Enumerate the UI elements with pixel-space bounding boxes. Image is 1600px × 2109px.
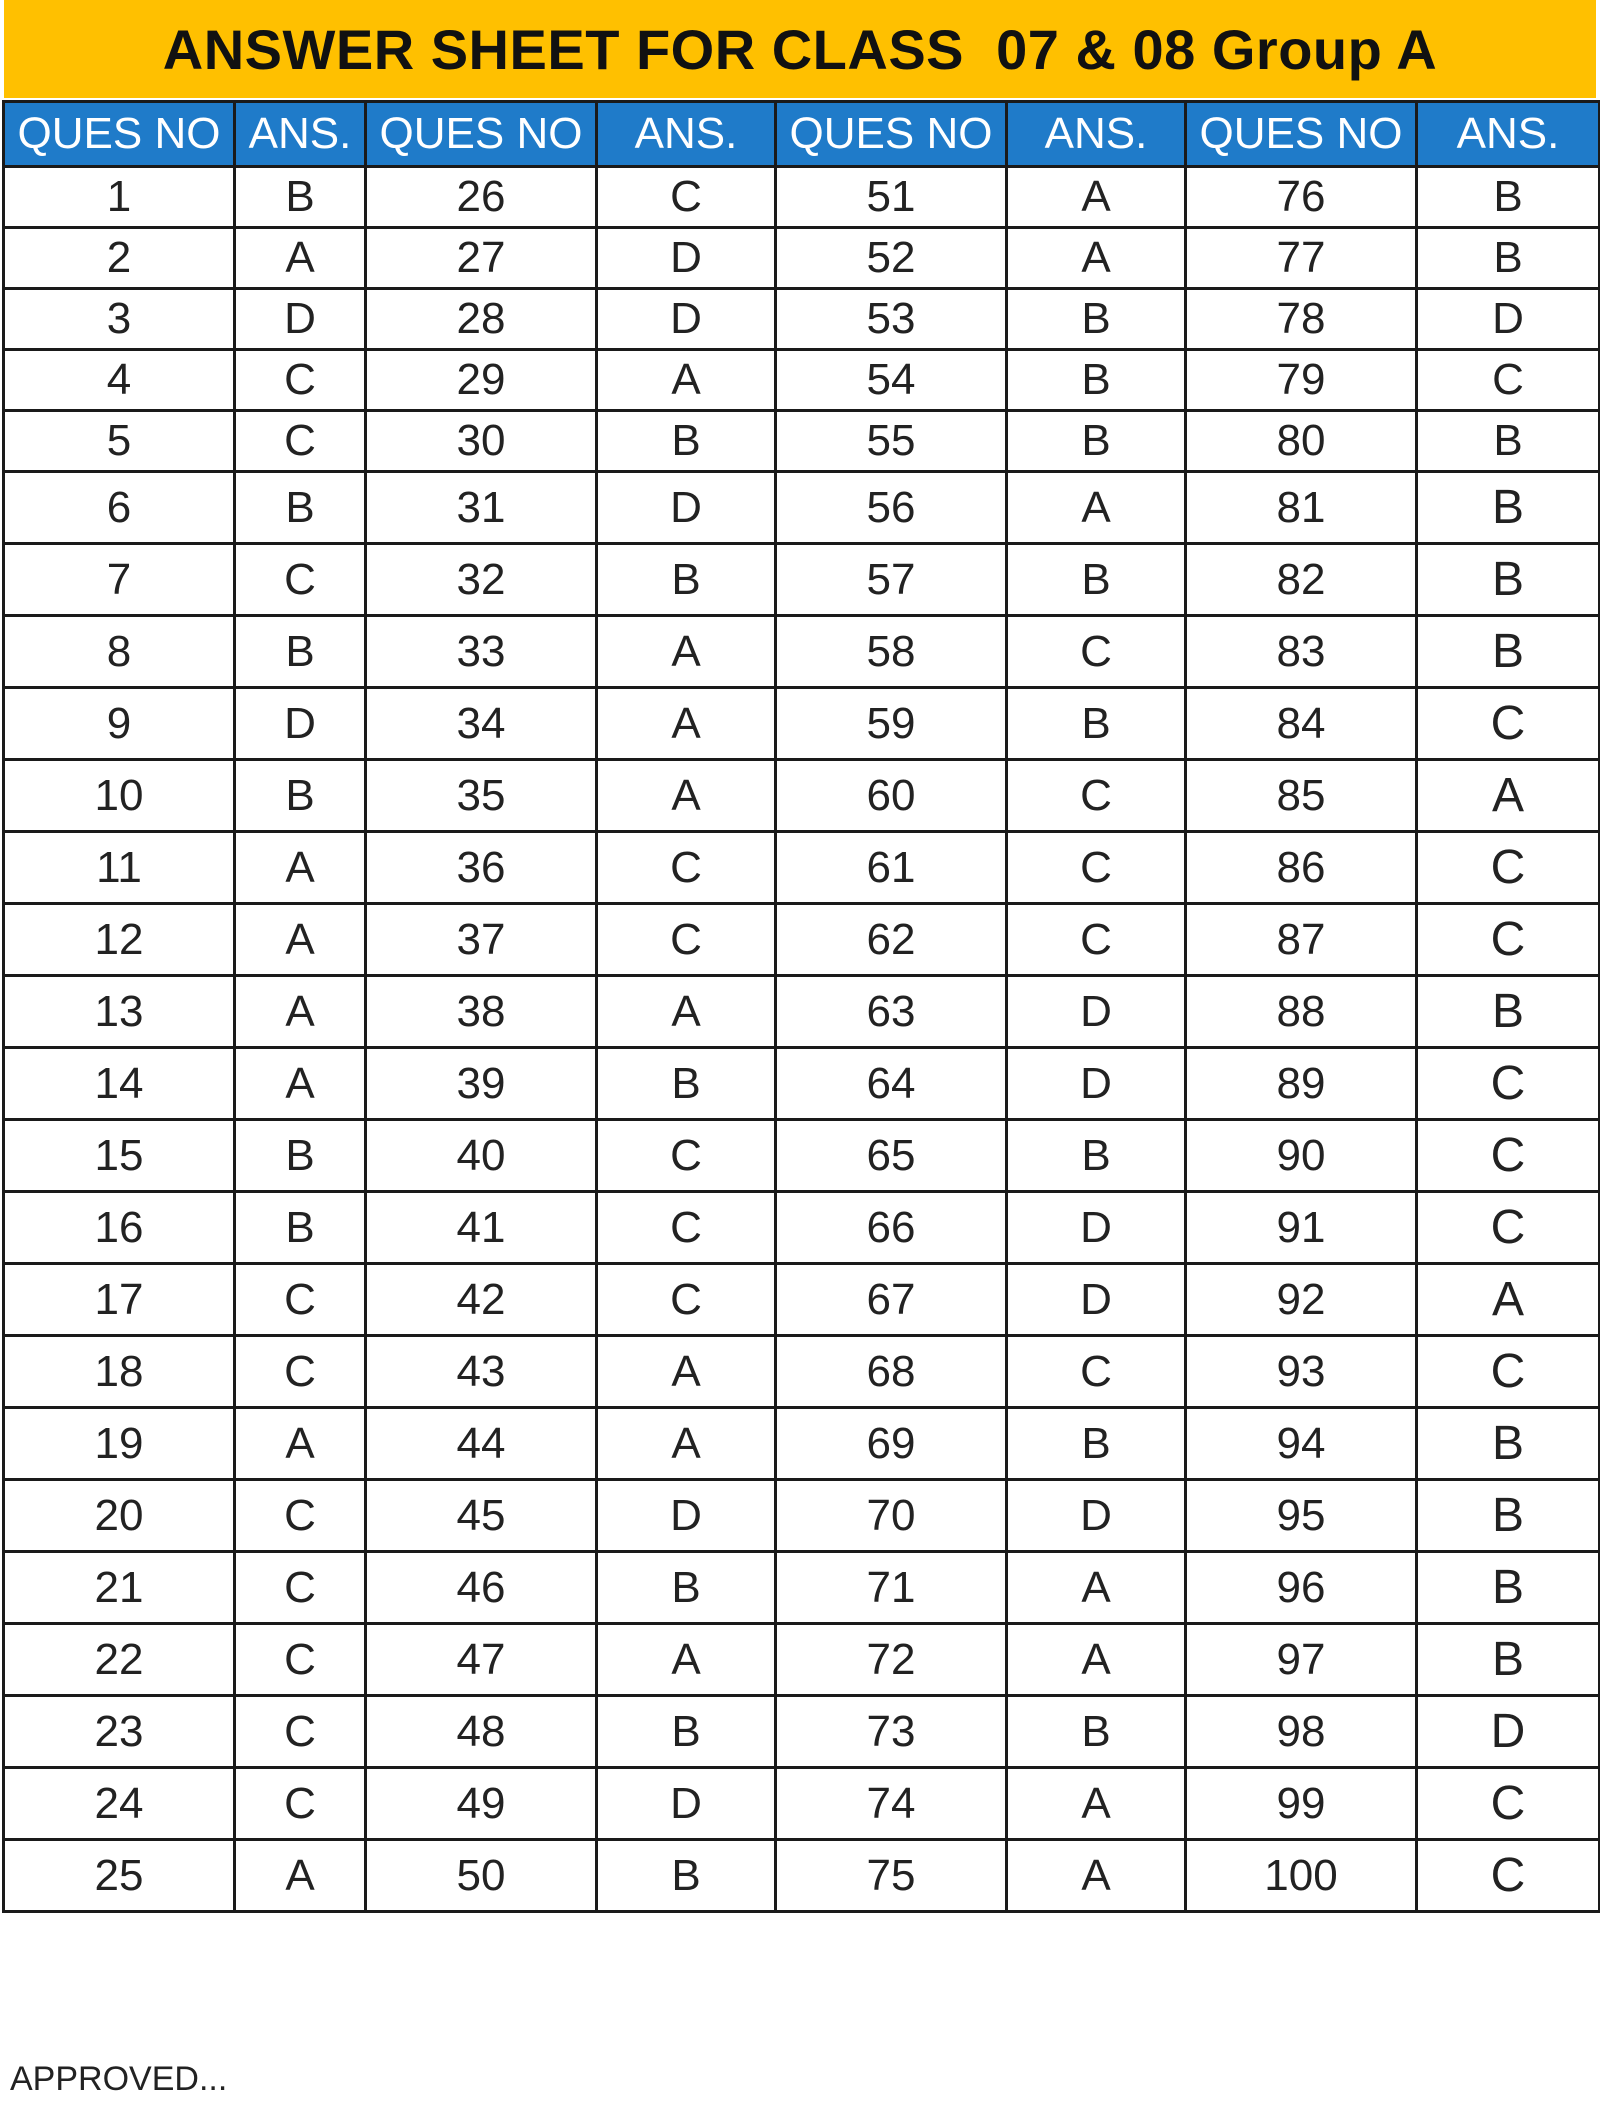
approved-note: APPROVED... [10,2060,228,2098]
ques-no-cell: 71 [776,1552,1007,1624]
answer-cell: D [235,289,366,350]
ques-no-cell: 37 [366,904,597,976]
ques-no-cell: 99 [1186,1768,1417,1840]
ques-no-cell: 25 [4,1840,235,1912]
answer-cell: D [597,1480,776,1552]
header-ques-no-2: QUES NO [366,102,597,167]
header-ans-4: ANS. [1417,102,1600,167]
answer-table [2,100,1600,1913]
answer-cell: C [1417,688,1600,760]
ques-no-cell: 40 [366,1120,597,1192]
ques-no-cell: 87 [1186,904,1417,976]
ques-no-cell: 8 [4,616,235,688]
answer-cell: D [597,289,776,350]
answer-cell: B [1417,411,1600,472]
ques-no-cell: 41 [366,1192,597,1264]
ques-no-cell: 72 [776,1624,1007,1696]
ques-no-cell: 89 [1186,1048,1417,1120]
ques-no-cell: 66 [776,1192,1007,1264]
ques-no-cell: 50 [366,1840,597,1912]
answer-cell: C [235,544,366,616]
ques-no-cell: 33 [366,616,597,688]
answer-cell: C [235,1552,366,1624]
ques-no-cell: 79 [1186,350,1417,411]
answer-cell: D [1007,1480,1186,1552]
ques-no-cell: 2 [4,228,235,289]
ques-no-cell: 1 [4,167,235,228]
ques-no-cell: 83 [1186,616,1417,688]
table-row [4,544,1600,616]
answer-cell: B [1007,1408,1186,1480]
answer-cell: A [1007,1624,1186,1696]
answer-cell: B [235,760,366,832]
ques-no-cell: 90 [1186,1120,1417,1192]
table-row [4,1264,1600,1336]
ques-no-cell: 30 [366,411,597,472]
ques-no-cell: 36 [366,832,597,904]
ques-no-cell: 9 [4,688,235,760]
table-row [4,1696,1600,1768]
answer-cell: C [235,1336,366,1408]
ques-no-cell: 35 [366,760,597,832]
ques-no-cell: 62 [776,904,1007,976]
ques-no-cell: 3 [4,289,235,350]
answer-cell: A [1007,472,1186,544]
ques-no-cell: 58 [776,616,1007,688]
ques-no-cell: 74 [776,1768,1007,1840]
ques-no-cell: 82 [1186,544,1417,616]
answer-cell: C [235,1696,366,1768]
ques-no-cell: 46 [366,1552,597,1624]
ques-no-cell: 43 [366,1336,597,1408]
answer-cell: A [235,228,366,289]
ques-no-cell: 98 [1186,1696,1417,1768]
answer-cell: C [235,1768,366,1840]
answer-cell: B [235,167,366,228]
answer-cell: D [1007,1264,1186,1336]
answer-cell: C [597,1192,776,1264]
ques-no-cell: 63 [776,976,1007,1048]
answer-cell: A [1007,1840,1186,1912]
answer-cell: B [1417,544,1600,616]
answer-cell: C [1417,1336,1600,1408]
answer-cell: B [1417,228,1600,289]
answer-cell: C [1007,832,1186,904]
answer-cell: B [597,411,776,472]
ques-no-cell: 60 [776,760,1007,832]
table-row [4,1048,1600,1120]
answer-cell: B [1007,544,1186,616]
answer-cell: B [1417,1624,1600,1696]
header-row [4,102,1600,167]
ques-no-cell: 26 [366,167,597,228]
answer-cell: C [1007,616,1186,688]
ques-no-cell: 81 [1186,472,1417,544]
answer-cell: A [1007,228,1186,289]
header-ans-2: ANS. [597,102,776,167]
answer-cell: B [1007,688,1186,760]
answer-cell: C [1417,1120,1600,1192]
ques-no-cell: 10 [4,760,235,832]
table-row [4,1768,1600,1840]
answer-cell: B [1007,1696,1186,1768]
ques-no-cell: 5 [4,411,235,472]
answer-cell: A [1007,1768,1186,1840]
ques-no-cell: 61 [776,832,1007,904]
ques-no-cell: 38 [366,976,597,1048]
ques-no-cell: 59 [776,688,1007,760]
table-row [4,688,1600,760]
ques-no-cell: 64 [776,1048,1007,1120]
answer-cell: B [1417,616,1600,688]
answer-cell: B [597,544,776,616]
answer-cell: C [235,411,366,472]
answer-cell: A [235,1840,366,1912]
answer-cell: D [1417,289,1600,350]
ques-no-cell: 80 [1186,411,1417,472]
answer-cell: A [597,616,776,688]
ques-no-cell: 76 [1186,167,1417,228]
answer-cell: B [235,616,366,688]
ques-no-cell: 77 [1186,228,1417,289]
answer-cell: C [597,1120,776,1192]
ques-no-cell: 11 [4,832,235,904]
answer-cell: A [597,1624,776,1696]
answer-cell: D [1007,976,1186,1048]
ques-no-cell: 7 [4,544,235,616]
ques-no-cell: 44 [366,1408,597,1480]
table-row [4,1336,1600,1408]
ques-no-cell: 65 [776,1120,1007,1192]
header-ans-1: ANS. [235,102,366,167]
answer-cell: C [1417,904,1600,976]
ques-no-cell: 52 [776,228,1007,289]
table-row [4,976,1600,1048]
answer-cell: A [597,976,776,1048]
ques-no-cell: 21 [4,1552,235,1624]
answer-cell: A [597,760,776,832]
answer-cell: C [1007,760,1186,832]
answer-cell: C [597,1264,776,1336]
table-row [4,1552,1600,1624]
ques-no-cell: 51 [776,167,1007,228]
ques-no-cell: 34 [366,688,597,760]
answer-cell: B [1417,1480,1600,1552]
answer-cell: A [1417,1264,1600,1336]
answer-cell: D [1007,1192,1186,1264]
ques-no-cell: 84 [1186,688,1417,760]
ques-no-cell: 14 [4,1048,235,1120]
table-row [4,1624,1600,1696]
answer-cell: A [597,688,776,760]
answer-cell: C [597,832,776,904]
ques-no-cell: 32 [366,544,597,616]
ques-no-cell: 23 [4,1696,235,1768]
answer-cell: B [1007,289,1186,350]
header-ques-no-3: QUES NO [776,102,1007,167]
table-row [4,289,1600,350]
table-row [4,411,1600,472]
ques-no-cell: 12 [4,904,235,976]
answer-cell: D [1417,1696,1600,1768]
ques-no-cell: 15 [4,1120,235,1192]
answer-cell: C [1417,1840,1600,1912]
answer-cell: A [235,1408,366,1480]
ques-no-cell: 96 [1186,1552,1417,1624]
ques-no-cell: 47 [366,1624,597,1696]
header-ques-no-4: QUES NO [1186,102,1417,167]
answer-cell: C [1417,1048,1600,1120]
ques-no-cell: 28 [366,289,597,350]
ques-no-cell: 75 [776,1840,1007,1912]
answer-cell: D [235,688,366,760]
ques-no-cell: 55 [776,411,1007,472]
answer-table-body [4,167,1600,1912]
ques-no-cell: 45 [366,1480,597,1552]
ques-no-cell: 16 [4,1192,235,1264]
ques-no-cell: 67 [776,1264,1007,1336]
ques-no-cell: 93 [1186,1336,1417,1408]
ques-no-cell: 17 [4,1264,235,1336]
answer-cell: B [1417,976,1600,1048]
answer-cell: C [1007,904,1186,976]
ques-no-cell: 100 [1186,1840,1417,1912]
ques-no-cell: 69 [776,1408,1007,1480]
ques-no-cell: 22 [4,1624,235,1696]
ques-no-cell: 91 [1186,1192,1417,1264]
ques-no-cell: 97 [1186,1624,1417,1696]
answer-cell: A [597,1408,776,1480]
ques-no-cell: 18 [4,1336,235,1408]
answer-cell: A [1417,760,1600,832]
answer-cell: C [1417,1768,1600,1840]
ques-no-cell: 19 [4,1408,235,1480]
table-row [4,832,1600,904]
answer-cell: C [1417,832,1600,904]
answer-cell: B [235,472,366,544]
ques-no-cell: 39 [366,1048,597,1120]
answer-cell: B [597,1696,776,1768]
ques-no-cell: 86 [1186,832,1417,904]
answer-cell: A [235,832,366,904]
ques-no-cell: 6 [4,472,235,544]
ques-no-cell: 49 [366,1768,597,1840]
table-row [4,350,1600,411]
ques-no-cell: 70 [776,1480,1007,1552]
answer-cell: A [235,904,366,976]
answer-cell: C [1417,350,1600,411]
answer-cell: A [597,350,776,411]
answer-cell: D [597,472,776,544]
ques-no-cell: 78 [1186,289,1417,350]
ques-no-cell: 24 [4,1768,235,1840]
answer-cell: C [1007,1336,1186,1408]
answer-cell: D [597,228,776,289]
ques-no-cell: 29 [366,350,597,411]
answer-cell: B [1007,350,1186,411]
ques-no-cell: 27 [366,228,597,289]
ques-no-cell: 53 [776,289,1007,350]
table-row [4,904,1600,976]
answer-cell: B [235,1120,366,1192]
ques-no-cell: 20 [4,1480,235,1552]
table-row [4,167,1600,228]
answer-cell: C [597,167,776,228]
ques-no-cell: 57 [776,544,1007,616]
answer-cell: B [1417,1408,1600,1480]
answer-cell: B [235,1192,366,1264]
answer-cell: C [597,904,776,976]
answer-cell: A [235,976,366,1048]
ques-no-cell: 92 [1186,1264,1417,1336]
ques-no-cell: 31 [366,472,597,544]
table-row [4,472,1600,544]
title-banner [4,0,1596,98]
answer-cell: A [1007,167,1186,228]
header-ques-no-1: QUES NO [4,102,235,167]
table-row [4,1840,1600,1912]
answer-cell: C [235,1480,366,1552]
table-row [4,1120,1600,1192]
answer-cell: A [1007,1552,1186,1624]
ques-no-cell: 4 [4,350,235,411]
answer-cell: A [235,1048,366,1120]
answer-cell: C [1417,1192,1600,1264]
table-row [4,1408,1600,1480]
ques-no-cell: 94 [1186,1408,1417,1480]
answer-cell: B [1417,167,1600,228]
answer-cell: B [597,1552,776,1624]
ques-no-cell: 85 [1186,760,1417,832]
answer-cell: C [235,1264,366,1336]
ques-no-cell: 56 [776,472,1007,544]
answer-cell: B [1007,1120,1186,1192]
table-row [4,1192,1600,1264]
ques-no-cell: 88 [1186,976,1417,1048]
answer-cell: D [1007,1048,1186,1120]
ques-no-cell: 68 [776,1336,1007,1408]
ques-no-cell: 54 [776,350,1007,411]
table-row [4,760,1600,832]
ques-no-cell: 13 [4,976,235,1048]
ques-no-cell: 73 [776,1696,1007,1768]
answer-cell: D [597,1768,776,1840]
page-title: ANSWER SHEET FOR CLASS 07 & 08 Group A [162,17,1438,81]
answer-cell: B [1007,411,1186,472]
table-row [4,1480,1600,1552]
ques-no-cell: 42 [366,1264,597,1336]
table-row [4,228,1600,289]
answer-cell: C [235,1624,366,1696]
answer-cell: A [597,1336,776,1408]
header-ans-3: ANS. [1007,102,1186,167]
answer-cell: B [1417,1552,1600,1624]
ques-no-cell: 48 [366,1696,597,1768]
answer-cell: B [1417,472,1600,544]
ques-no-cell: 95 [1186,1480,1417,1552]
table-row [4,616,1600,688]
answer-cell: B [597,1048,776,1120]
answer-cell: C [235,350,366,411]
answer-cell: B [597,1840,776,1912]
